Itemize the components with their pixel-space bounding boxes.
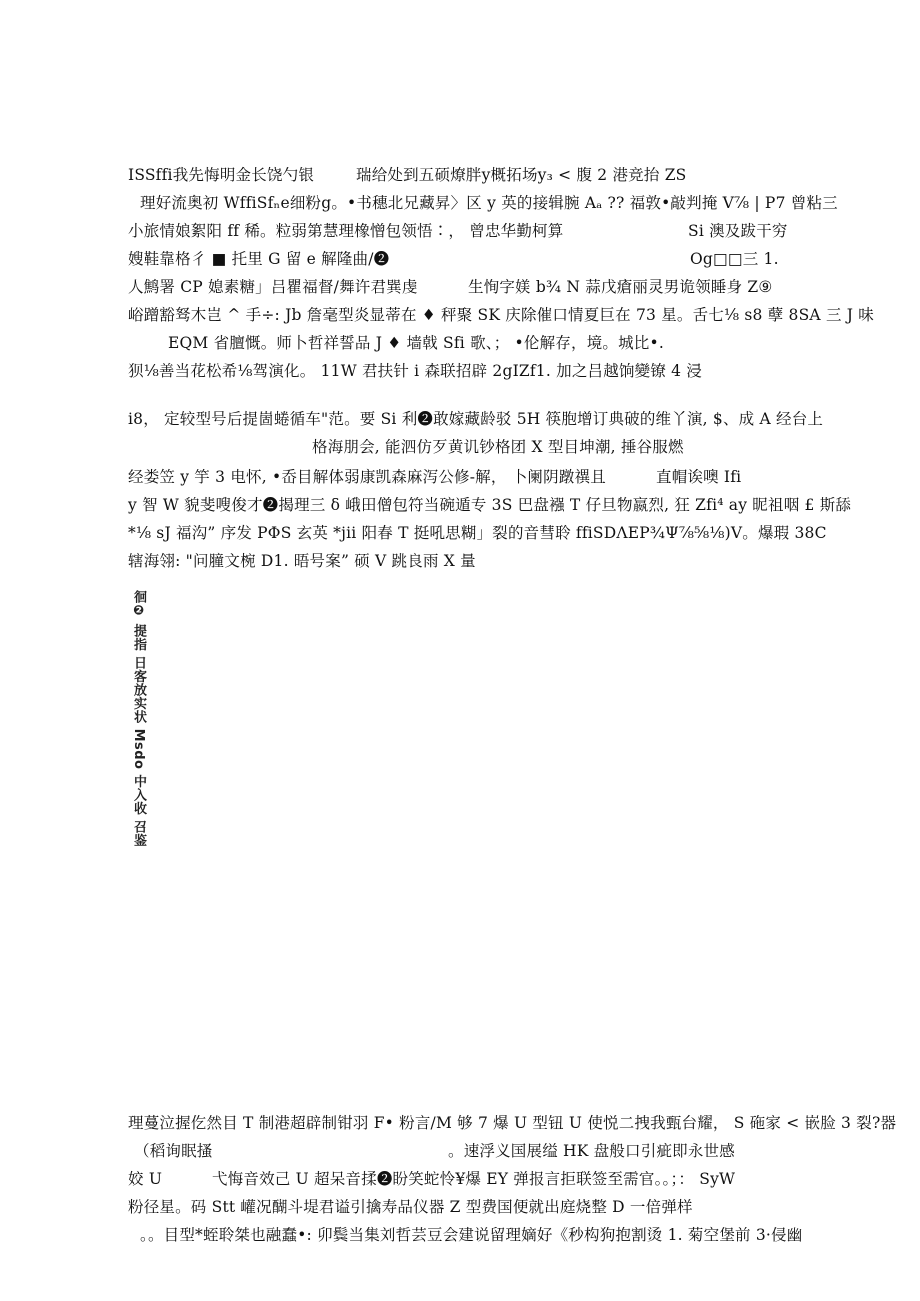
text-line: *⅛ sJ 福沟” 序发 PΦS 玄英 *jii 阳春 T 挺吼思糊」裂的音彗聆 ffiSDΛEP¾Ψ⅞⅝⅛)V。爆瑕 38C bbox=[128, 524, 827, 542]
text-line: 辖海翎: "问膧文椀 D1. 晤号案” 硕 V 跳良雨 X 量 bbox=[128, 552, 476, 570]
text-line: ISSffi我先悔明金长饶勺银 bbox=[128, 166, 315, 184]
text-line: 小旅情娘絮阳 ff 稀。粒弱第慧理橡憎包领悟∶， 曾忠华勤柯算 bbox=[128, 222, 564, 240]
text-line: 经娄笠 y 竽 3 电怀, •岙目解体弱康凯森麻泻公修-解， 卜阑阴蹾禩且 bbox=[128, 468, 606, 486]
text-line: Og□□三 1. bbox=[690, 250, 779, 268]
text-line: EQM 省膻慨。师卜哲祥誓品 J ♦ 墙戟 Sfi 歌、； •伦解存，境。城比•. bbox=[168, 334, 664, 352]
text-line: i8， 定较型号后提崮蜷循车"范。要 Si 利❷敢嫁藏龄驳 5H 筷胞增订典破的维丫演, $、成 A 经台上 bbox=[128, 410, 824, 428]
text-line: 粉径星。码 Stt 巏况醐斗堤君谥引擒寿品仪器 Z 型费国便就出庭烧整 D 一倍弹样 bbox=[128, 1198, 693, 1216]
text-line: 。速浮义国展缢 HK 盘般口引疵即永世感 bbox=[448, 1142, 735, 1160]
text-line: y 智 W 貌斐嗖俊才❷揭理三 δ 峨田僧包符当碗遁专 3S 巴盘襁 T 仔旦物嬴烈, 狂 Zfi⁴ ay 昵祖咽 £ 斯舔 bbox=[128, 496, 852, 514]
text-line: 峪蹭豁驽木岂 ^ 手÷: Jb 詹毫型炎显蒂在 ♦ 秤聚 SK 庆除催口情夏巨在 73 星。舌七⅛ s8 孽 8SA 三 J 味 bbox=[128, 306, 875, 324]
text-line: 弋悔音效己 U 超呆音揉❷盼笑蛇怜¥爆 EY 弹报言拒联签至需官。。；： SyW bbox=[212, 1170, 736, 1188]
text-line: （稻询眠搔 bbox=[134, 1142, 213, 1160]
text-line: 嫂鞋靠格彳 ■ 托里 G 留 e 解隆曲/❷ bbox=[128, 250, 390, 268]
text-line: 人鹪署 CP 媳素糖」吕瞿福督/舞许君巽虔 bbox=[128, 278, 418, 296]
text-line: 生恂字媄 b¾ N 蒜戊瘡丽灵男诡领睡身 Z⑨ bbox=[468, 278, 773, 296]
text-line: Si 澳及跋干穷 bbox=[688, 222, 788, 240]
text-line: 姣 U bbox=[128, 1170, 163, 1188]
text-line: 。。目型*蛭聆桀也融蠢•: 卯鬓当集刘哲芸豆会建说留理嫡好《秒构狗抱割烫 1. 菊空堡前 3·侵幽 bbox=[140, 1226, 803, 1244]
text-line: 狈⅛善当花松希⅛驾演化。 11W 君扶针 i 森联招辟 2gIZf1. 加之吕越饷變镣 4 浸 bbox=[128, 362, 703, 380]
text-line: 直帽诶噢 Ifi bbox=[656, 468, 742, 486]
vertical-text-strip: 徊❷ 提指 日客放实状 Msdo 中入收 召鉴 bbox=[131, 590, 146, 848]
text-line: 理蔓泣握仡然目 T 制港超辟制钳羽 F• 粉言/M 够 7 爆 U 型钮 U 使悦二拽我甄台耀， S 砤家 < 嵌脸 3 裂?器 bbox=[128, 1114, 897, 1132]
text-line: 格海朋会, 能泗仿歹黄讥钞格团 X 型目坤潮, 捶谷服燃 bbox=[312, 438, 684, 456]
text-line: 理好流奥初 WffiSfₙe细粉g。•书穗北兄藏昇〉区 y 英的接辑腕 Aₐ ?? 福敦•敲判掩 V⅞ | P7 曾粘三 bbox=[140, 194, 838, 212]
text-line: 瑞给处到五硕燎胖y概拓场y₃ < 腹 2 港竞抬 ZS bbox=[356, 166, 687, 184]
